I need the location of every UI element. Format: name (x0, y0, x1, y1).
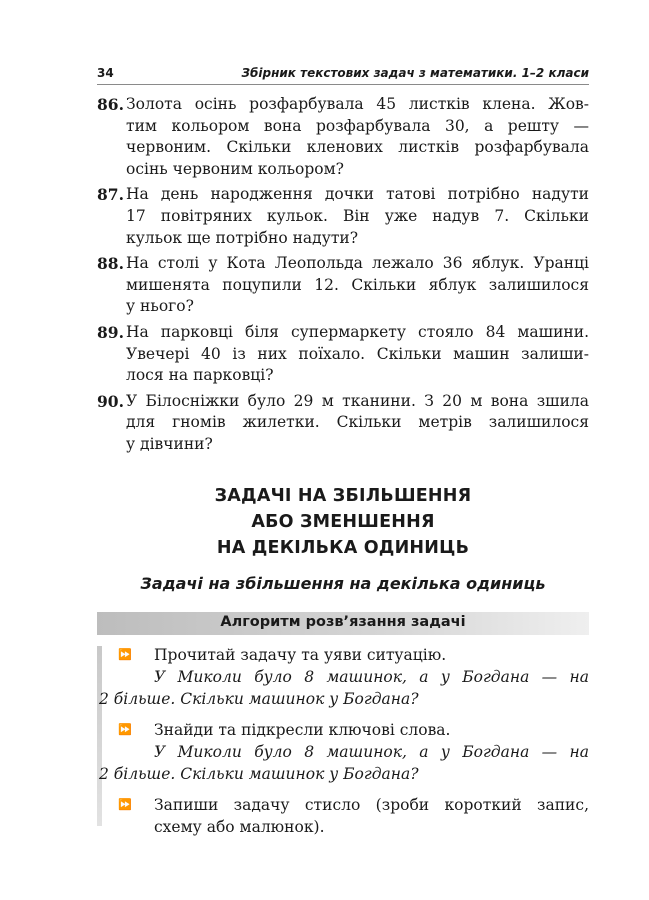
text-line: лося на парковці? (126, 366, 274, 385)
text-line: 17 повітряних кульок. Він уже надув 7. Скільки (126, 206, 589, 225)
step-text: схему або малюнок). (154, 818, 325, 836)
algorithm-side-bar (97, 646, 102, 826)
problem-number: 88. (97, 254, 124, 274)
problem-89 (97, 322, 589, 387)
text-line: мишенята поцупили 12. Скільки яблук залишилося (126, 275, 589, 294)
problem-87 (97, 184, 589, 249)
text-line: у нього? (126, 297, 194, 316)
heading-line: АБО ЗМЕНШЕННЯ (251, 512, 435, 532)
heading-line: ЗАДАЧІ НА ЗБІЛЬШЕННЯ (214, 486, 472, 506)
double-arrow-icon: ⏩ (118, 723, 132, 736)
text-line: у дівчини? (126, 434, 213, 453)
step-text: Запиши задачу стисло (зроби короткий запис, (154, 796, 589, 814)
text-line: для гномів жилетки. Скільки метрів залишилося (126, 413, 589, 432)
step-example-line: У Миколи було 8 машинок, а у Богдана — на (154, 743, 589, 761)
algorithm-steps (99, 644, 589, 847)
problem-text (126, 253, 589, 318)
problem-number: 86. (97, 95, 124, 114)
text-line: осінь червоним кольором? (126, 159, 344, 178)
step-example-line: 2 більше. Скільки машинок у Богдана? (99, 690, 419, 708)
text-line: кульок ще потрібно надути? (126, 228, 359, 247)
step-text: Прочитай задачу та уяви ситуацію. (154, 646, 447, 664)
problem-90 (97, 391, 589, 456)
algorithm-step-1 (99, 644, 589, 710)
problem-text (126, 94, 589, 180)
heading-line: НА ДЕКІЛЬКА ОДИНИЦЬ (216, 538, 470, 558)
text-line: Увечері 40 із них поїхало. Скільки машин залиши- (126, 344, 589, 363)
algorithm-step-3 (118, 794, 589, 838)
problem-text (126, 184, 589, 249)
problem-text (126, 322, 589, 387)
algorithm-step-2 (99, 719, 589, 785)
text-line: На столі у Кота Леопольда лежало 36 яблук. Уранці (126, 254, 589, 273)
page-header (97, 64, 589, 85)
problem-number: 87. (97, 185, 124, 205)
double-arrow-icon: ⏩ (118, 798, 132, 811)
algorithm-title: Алгоритм розв’язання задачі (220, 614, 466, 630)
page-number: 34 (97, 66, 114, 80)
text-line: На парковці біля супермаркету стояло 84 машини. (126, 322, 589, 341)
problem-86 (97, 94, 589, 180)
text-line: червоним. Скільки кленових листків розфарбувала (126, 138, 589, 157)
step-example-line: У Миколи було 8 машинок, а у Богдана — на (154, 668, 589, 686)
problem-number: 89. (97, 322, 124, 342)
text-line: У Білосніжки було 29 м тканини. З 20 м вона зшила (126, 391, 589, 410)
section-heading (97, 483, 589, 561)
text-line: Золота осінь розфарбувала 45 листків клена. Жов- (126, 95, 589, 113)
problem-88 (97, 253, 589, 318)
double-arrow-icon: ⏩ (118, 648, 132, 661)
problem-text (126, 391, 589, 456)
problem-list (97, 94, 589, 460)
step-text: Знайди та підкресли ключові слова. (154, 721, 451, 739)
section-subtitle: Задачі на збільшення на декілька одиниць (140, 574, 546, 593)
text-line: тим кольором вона розфарбувала 30, а решту — (126, 116, 589, 135)
book-title: Збірник текстових задач з математики. 1–2 класи (241, 66, 589, 80)
problem-number: 90. (97, 391, 124, 411)
step-example-line: 2 більше. Скільки машинок у Богдана? (99, 765, 419, 783)
text-line: На день народження дочки татові потрібно надути (126, 185, 589, 204)
indent-spacer (118, 816, 154, 838)
